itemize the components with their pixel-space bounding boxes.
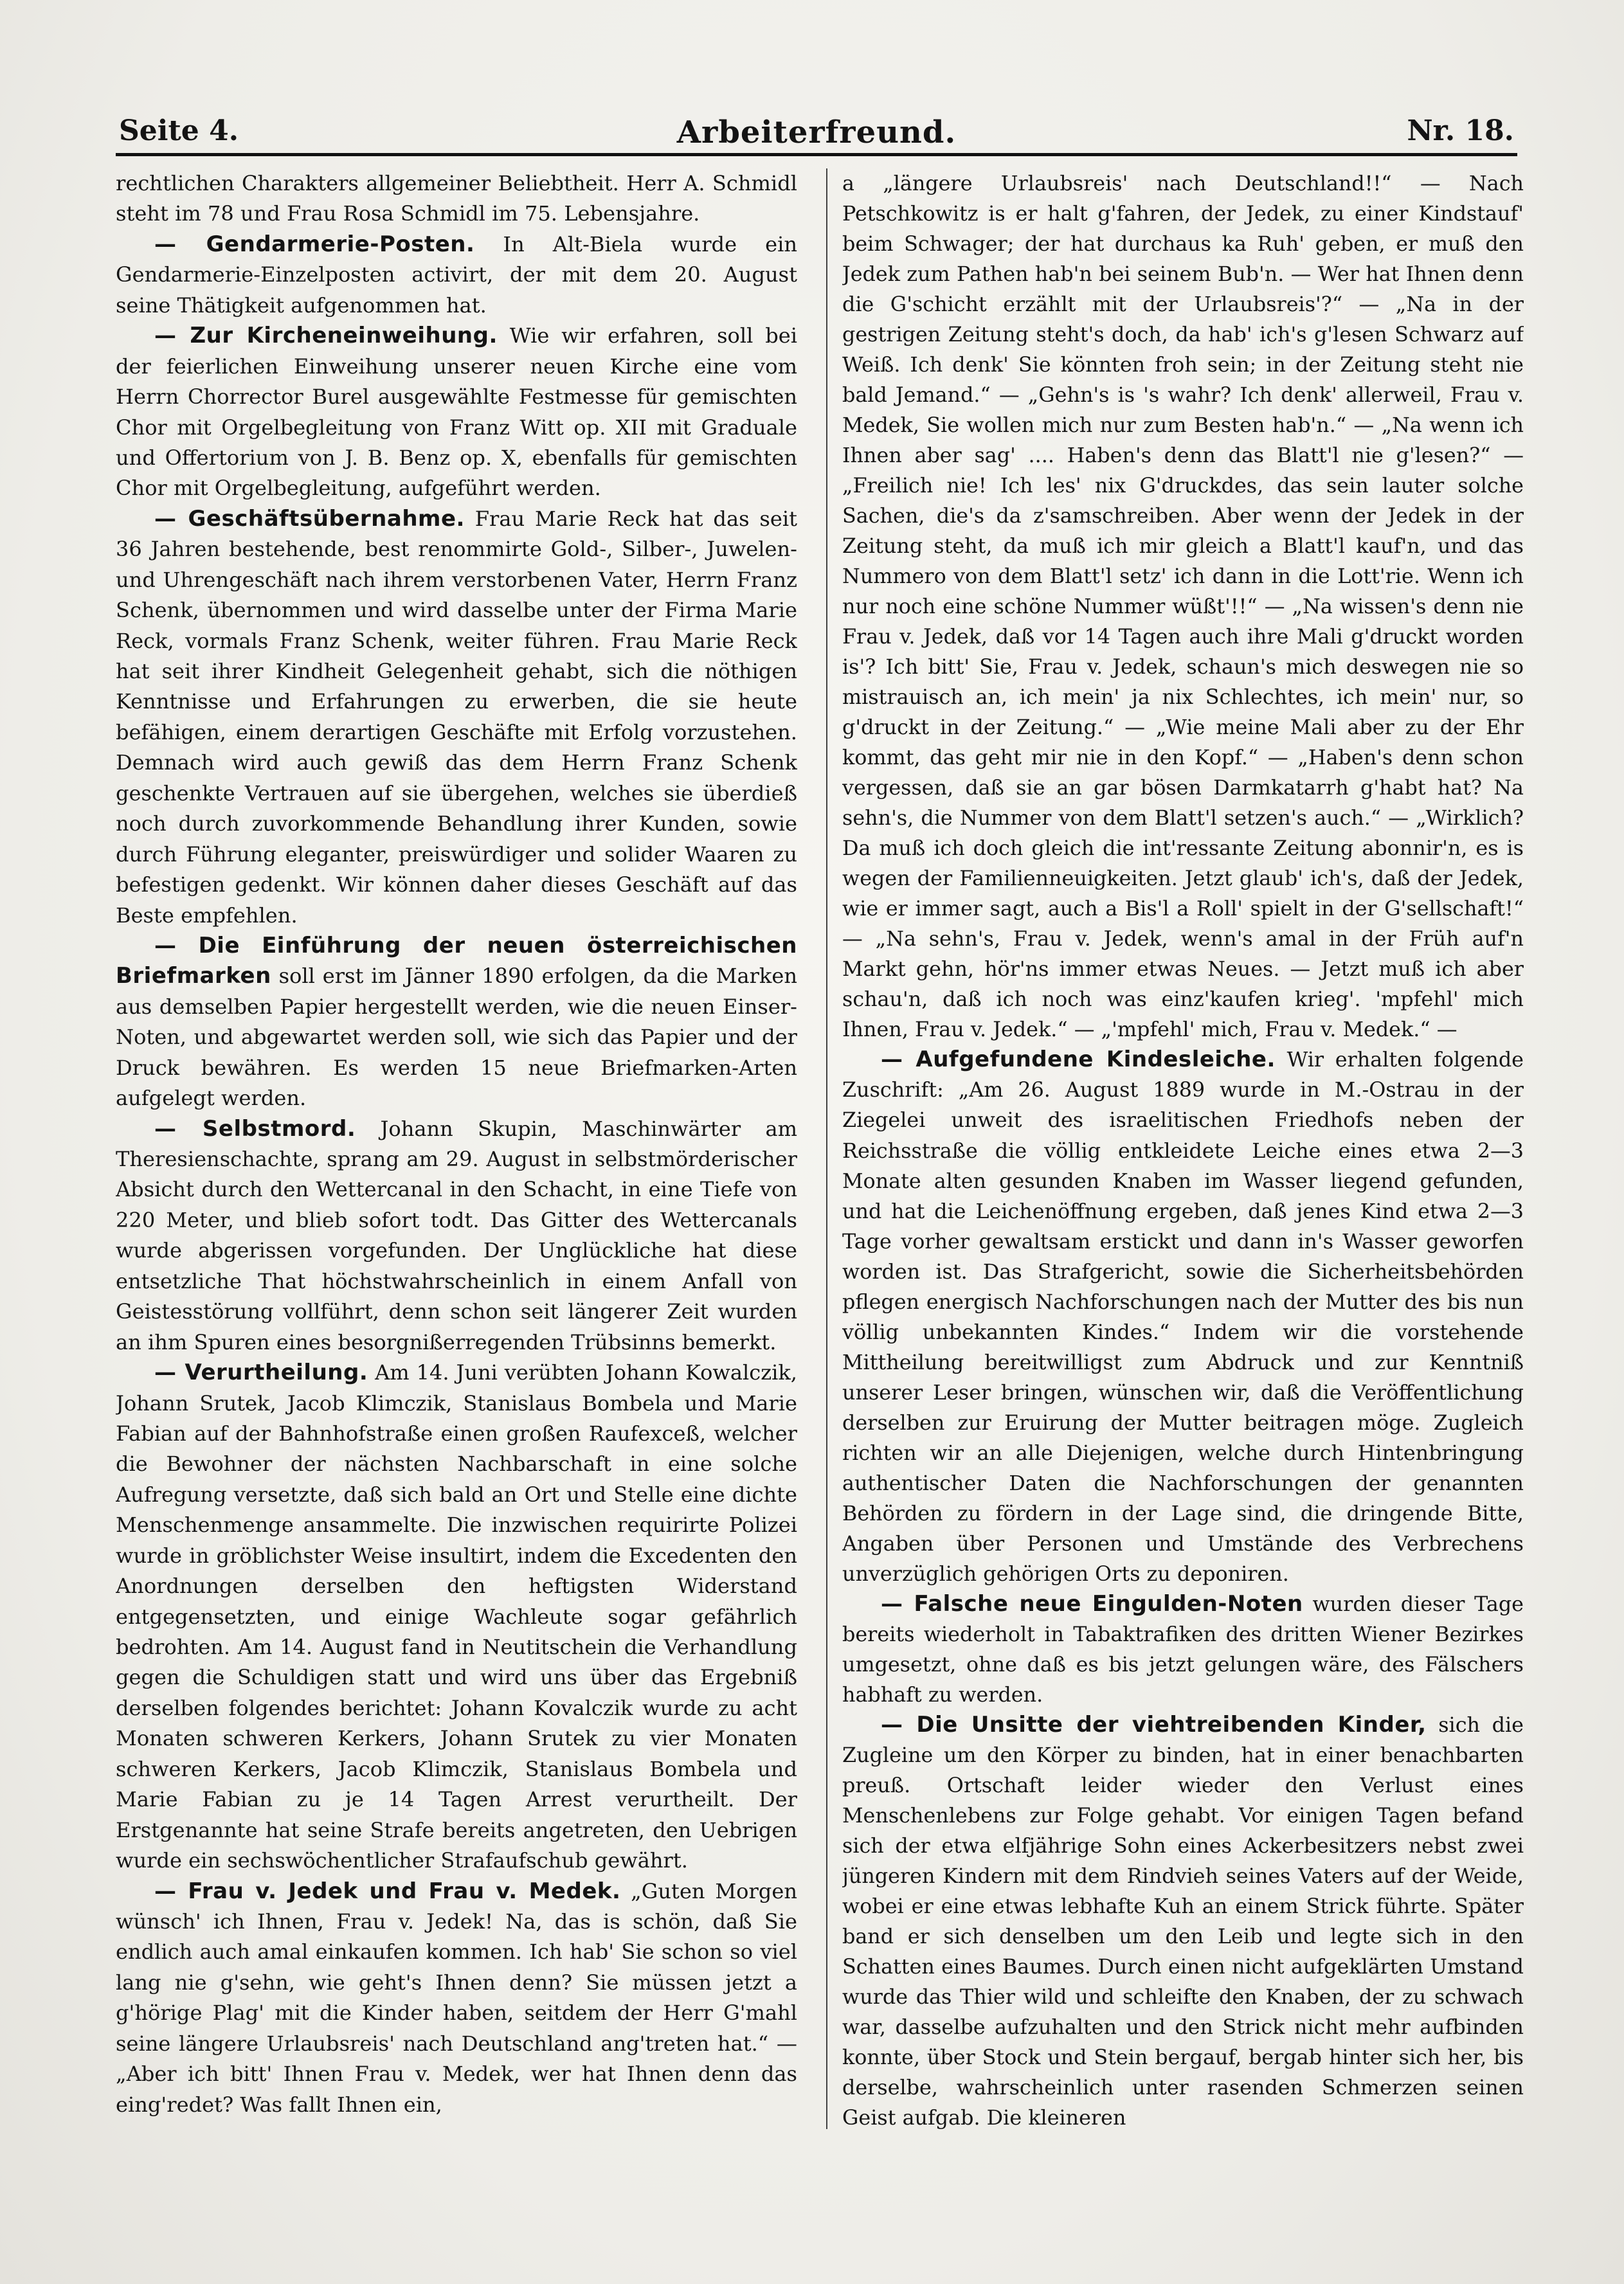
- article-text: Am 14. Juni verübten Johann Kowalczik, Johann Srutek, Jacob Klimczik, Stanislaus Bombela und Marie Fabian auf der Bahnhofstraße einen großen Raufexceß, welcher die Bewohner der nächsten Nachbarschaft in eine solche Aufregung versetzte, daß sich bald an Ort und Stelle eine dichte Menschenmenge ansammelte. Die inzwischen requirirte Polizei wurde in gröblichster Weise insultirt, indem die Excedenten den Anordnungen derselben den heftigsten Widerstand entgegensetzten, und einige Wachleute sogar gefährlich bedrohten. Am 14. August fand in Neutitschein die Verhandlung gegen die Schuldigen statt und wird uns über das Ergebniß derselben folgendes berichtet: Johann Kovalczik wurde zu acht Monaten schweren Kerkers, Johann Srutek zu vier Monaten schweren Kerkers, Jacob Klimczik, Stanislaus Bombela und Marie Fabian zu je 14 Tagen Arrest verurtheilt. Der Erstgenannte hat seine Strafe bereits angetreten, den Uebrigen wurde ein sechswöchentlicher Strafaufschub gewährt.: [116, 1360, 797, 1873]
- article-falsche-noten: [842, 1589, 1524, 1710]
- article-text: rechtlichen Charakters allgemeiner Beliebtheit. Herr A. Schmidl steht im 78 und Frau Rosa Schmidl im 75. Lebensjahre.: [116, 171, 797, 226]
- article-gendarmerie: [116, 229, 797, 321]
- masthead-title: Arbeiterfreund.: [676, 114, 957, 150]
- article-text: Wie wir erfahren, soll bei der feierlichen Einweihung unserer neuen Kirche eine vom Herrn Chorrector Burel ausgewählte Festmesse für gemischten Chor mit Orgelbegleitung von Franz Witt op. XII mit Graduale und Offertorium von J. B. Benz op. X, ebenfalls für gemischten Chor mit Orgelbegleitung, aufgeführt werden.: [116, 323, 797, 501]
- article-heading: — Die Unsitte der viehtreibenden Kinder,: [881, 1711, 1427, 1738]
- left-column: [116, 168, 797, 2148]
- right-column: [842, 168, 1524, 2148]
- article-heading: — Verurtheilung.: [154, 1360, 368, 1386]
- article-continuation: [116, 168, 797, 229]
- article-heading: — Geschäftsübernahme.: [154, 505, 465, 532]
- article-heading: — Zur Kircheneinweihung.: [154, 323, 498, 349]
- article-text: Johann Skupin, Maschinwärter am Theresienschachte, sprang am 29. August in selbstmörderischer Absicht durch den Wettercanal in den Schacht, in eine Tiefe von 220 Meter, und blieb sofort todt. Das Gitter des Wettercanals wurde abgerissen vorgefunden. Der Unglückliche hat diese entsetzliche That höchstwahrscheinlich in einem Anfall von Geistesstörung vollführt, denn schon seit längerer Zeit wurden an ihm Spuren eines besorgnißerregenden Trübsinns bemerkt.: [116, 1116, 797, 1354]
- page-number: Seite 4.: [119, 114, 239, 147]
- article-kircheneinweihung: [116, 321, 797, 504]
- article-viehtreibende-kinder: [842, 1710, 1524, 2133]
- article-verurtheilung: [116, 1358, 797, 1876]
- article-heading: — Gendarmerie-Posten.: [154, 231, 475, 257]
- article-text: „Guten Morgen wünsch' ich Ihnen, Frau v. Jedek! Na, das is schön, daß Sie endlich auch amal einkaufen kommen. Ich hab' Sie schon so viel lang nie g'sehn, wie geht's Ihnen denn? Sie müssen jetzt a g'hörige Plag' mit die Kinder haben, seitdem der Herr G'mahl seine längere Urlaubsreis' nach Deutschland ang'treten hat.“ — „Aber ich bitt' Ihnen Frau v. Medek, wer hat Ihnen denn das eing'redet? Was fallt Ihnen ein,: [116, 1878, 797, 2117]
- article-text: sich die Zugleine um den Körper zu binden, hat in einer benachbarten preuß. Ortschaft leider wieder den Verlust eines Menschenlebens zur Folge gehabt. Vor einigen Tagen befand sich der etwa elfjährige Sohn eines Ackerbesitzers nebst zwei jüngeren Kindern mit dem Rindvieh seines Vaters auf der Weide, wobei er eine etwas lebhafte Kuh an einem Strick führte. Später band er sich denselben um den Leib und legte sich in den Schatten eines Baumes. Durch einen nicht aufgeklärten Umstand wurde das Thier wild und schleifte den Knaben, der zu schwach war, dasselbe aufzuhalten und den Strick nicht mehr aufbinden konnte, über Stock und Stein bergauf, bergab hinter sich her, bis derselbe, wahrscheinlich unter rasenden Schmerzen seinen Geist aufgab. Die kleineren: [842, 1713, 1524, 2130]
- article-selbstmord: [116, 1114, 797, 1358]
- issue-number: Nr. 18.: [1407, 114, 1514, 147]
- article-briefmarken: [116, 931, 797, 1114]
- column-divider: [826, 168, 827, 2129]
- article-text: soll erst im Jänner 1890 erfolgen, da die Marken aus demselben Papier hergestellt werden, wie die neuen Einser-Noten, und abgewartet werden soll, wie sich das Papier und der Druck bewähren. Es werden 15 neue Briefmarken-Arten aufgelegt werden.: [116, 964, 797, 1111]
- article-jedek-medek: [116, 1876, 797, 2121]
- article-jedek-medek-continued: [842, 168, 1524, 1045]
- article-text: a „längere Urlaubsreis' nach Deutschland!!“ — Nach Petschkowitz is er halt g'fahren, der Jedek, zu einer Kindstauf' beim Schwager; der hat durchaus ka Ruh' geben, er muß den Jedek zum Pathen hab'n bei seinem Bub'n. — Wer hat Ihnen denn die G'schicht erzählt mit der Urlaubsreis'?“ — „Na in der gestrigen Zeitung steht's doch, da hab' ich's g'lesen Schwarz auf Weiß. Ich denk' Sie könnten froh sein; in der Zeitung steht nie bald Jemand.“ — „Gehn's is 's wahr? Ich denk' allerweil, Frau v. Medek, Sie wollen mich nur zum Besten hab'n.“ — „Na wenn ich Ihnen aber sag' .... Haben's denn das Blatt'l nie g'lesen?“ — „Freilich nie! Ich les' nix G'druckdes, das sein lauter solche Sachen, die's da z'samschreiben. Aber wenn der Jedek in der Zeitung steht, da muß ich mir gleich a Blatt'l kauf'n, und das Nummero von dem Blatt'l setz' ich dann in die Lott'rie. Wenn ich nur noch eine schöne Nummer wüßt'!!“ — „Na wissen's denn nie Frau v. Jedek, daß vor 14 Tagen auch ihre Mali g'druckt worden is'? Ich bitt' Sie, Frau v. Jedek, schaun's mich deswegen nie so mistrauisch an, ich mein' ja nix Schlechtes, ich mein' nur, so g'druckt in der Zeitung.“ — „Wie meine Mali aber zu der Ehr kommt, das geht mir nie in den Kopf.“ — „Haben's denn schon vergessen, daß sie an gar bösen Darmkatarrh g'habt hat? Na sehn's, die Nummer von dem Blatt'l setzen's auch.“ — „Wirklich? Da muß ich doch gleich die int'ressante Zeitung abonnir'n, es is wegen der Familienneuigkeiten. Jetzt glaub' ich's, daß der Jedek, wie er immer sagt, auch a Bis'l a Roll' spielt in der G'sellschaft!“ — „Na sehn's, Frau v. Jedek, wenn's amal in der Früh auf'n Markt gehn, hör'ns immer etwas Neues. — Jetzt muß ich aber schau'n, daß ich noch was einz'kaufen krieg'. 'mpfehl' mich Ihnen, Frau v. Jedek.“ — „'mpfehl' mich, Frau v. Medek.“ —: [842, 172, 1524, 1042]
- article-text: Frau Marie Reck hat das seit 36 Jahren bestehende, best renommirte Gold-, Silber-, Juwelen- und Uhrengeschäft nach ihrem verstorbenen Vater, Herrn Franz Schenk, übernommen und wird dasselbe unter der Firma Marie Reck, vormals Franz Schenk, weiter führen. Frau Marie Reck hat seit ihrer Kindheit Gelegenheit gehabt, sich die nöthigen Kenntnisse und Erfahrungen zu erwerben, die sie heute befähigen, einem derartigen Geschäfte mit Erfolg vorzustehen. Demnach wird auch gewiß das dem Herrn Franz Schenk geschenkte Vertrauen auf sie übergehen, welches sie überdieß noch durch zuvorkommende Behandlung ihrer Kunden, sowie durch Führung eleganter, preiswürdiger und solider Waaren zu befestigen gedenkt. Wir können daher dieses Geschäft auf das Beste empfehlen.: [116, 506, 797, 928]
- header-rule: [116, 153, 1517, 156]
- page-header: [119, 114, 1514, 153]
- article-kindesleiche: [842, 1045, 1524, 1588]
- article-heading: — Aufgefundene Kindesleiche.: [881, 1047, 1276, 1073]
- article-text: In Alt-Biela wurde ein Gendarmerie-Einzelposten activirt, der mit dem 20. August seine Thätigkeit aufgenommen hat.: [116, 231, 797, 318]
- article-heading: — Falsche neue Eingulden-Noten: [881, 1590, 1303, 1617]
- article-heading: — Die Einführung der neuen österreichischen Briefmarken: [116, 932, 797, 989]
- article-heading: — Selbstmord.: [154, 1115, 356, 1142]
- article-text: Wir erhalten folgende Zuschrift: „Am 26. August 1889 wurde in M.-Ostrau in der Ziegelei unweit des israelitischen Friedhofs neben der Reichsstraße die völlig entkleidete Leiche eines etwa 2—3 Monate alten gesunden Knaben im Wasser liegend gefunden, und hat die Leichenöffnung ergeben, daß jenes Kind etwa 2—3 Tage vorher gewaltsam erstickt und dann in's Wasser geworfen worden ist. Das Strafgericht, sowie die Sicherheitsbehörden pflegen energisch Nachforschungen nach der Mutter des bis nun völlig unbekannten Kindes.“ Indem wir die vorstehende Mittheilung bereitwilligst zum Abdruck und zur Kenntniß unserer Leser bringen, wünschen wir, daß die Veröffentlichung derselben zur Eruirung der Mutter beitragen möge. Zugleich richten wir an alle Diejenigen, welche durch Hintenbringung authentischer Daten die Nachforschungen der genannten Behörden zu fördern in der Lage sind, die dringende Bitte, Angaben über Personen und Umstände des Verbrechens unverzüglich gehörigen Orts zu deponiren.: [842, 1048, 1524, 1586]
- article-text: wurden dieser Tage bereits wiederholt in Tabaktrafiken des dritten Wiener Bezirkes umgesetzt, ohne daß es bis jetzt gelungen wäre, des Fälschers habhaft zu werden.: [842, 1592, 1524, 1707]
- article-heading: — Frau v. Jedek und Frau v. Medek.: [154, 1878, 621, 1904]
- article-geschaeftsuebernahme: [116, 504, 797, 931]
